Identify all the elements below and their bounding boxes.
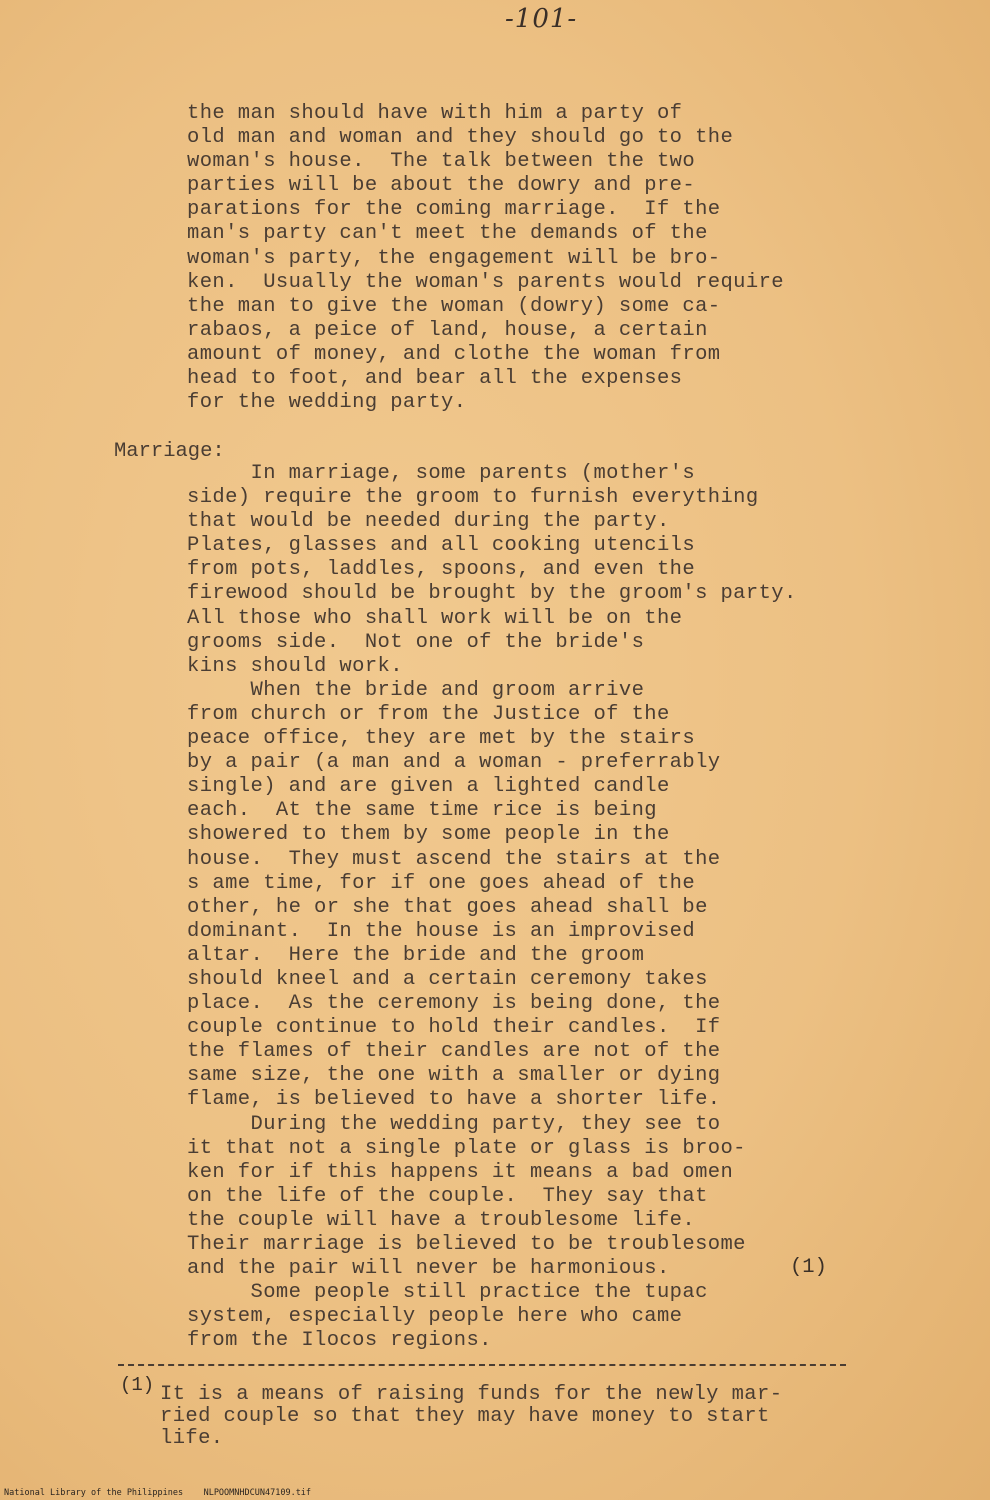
text-line: the flames of their candles are not of the [187,1040,721,1064]
text-line: from the Ilocos regions. [187,1329,492,1353]
engagement-paragraph [187,102,784,415]
footnote-text [160,1384,782,1450]
text-line: During the wedding party, they see to [187,1112,721,1136]
text-line: woman's party, the engagement will be bro- [187,246,721,270]
text-line: ken. Usually the woman's parents would require [187,270,784,294]
text-line: house. They must ascend the stairs at the [187,847,721,871]
footnote-label: (1) [120,1374,155,1396]
text-line: kins should work. [187,654,403,678]
text-line: man's party can't meet the demands of the [187,222,708,246]
text-line: by a pair (a man and a woman - preferrably [187,751,721,775]
text-line: the couple will have a troublesome life. [187,1208,696,1232]
text-line: it that not a single plate or glass is broo- [187,1136,746,1160]
footnote-line: life. [160,1427,224,1450]
text-line: for the wedding party. [187,391,467,415]
text-line: system, especially people here who came [187,1305,683,1329]
text-line: parties will be about the dowry and pre- [187,174,696,198]
text-line: place. As the ceremony is being done, the [187,992,721,1016]
text-line: from church or from the Justice of the [187,702,670,726]
text-line: same size, the one with a smaller or dying [187,1064,721,1088]
text-line: should kneel and a certain ceremony takes [187,967,708,991]
text-line: Plates, glasses and all cooking utencils [187,534,696,558]
marriage-paragraphs [187,462,797,1353]
text-line: and the pair will never be harmonious. [187,1257,670,1281]
text-line: firewood should be brought by the groom's party. [187,582,797,606]
text-line: that would be needed during the party. [187,510,670,534]
footnote-reference-marker: (1) [790,1256,827,1279]
text-line: the man to give the woman (dowry) some ca- [187,294,721,318]
text-line: the man should have with him a party of [187,102,683,125]
section-heading-marriage: Marriage: [114,440,225,463]
text-line: amount of money, and clothe the woman from [187,342,721,366]
text-line: altar. Here the bride and the groom [187,943,645,967]
text-line: from pots, laddles, spoons, and even the [187,558,696,582]
text-line: grooms side. Not one of the bride's [187,630,645,654]
text-line: showered to them by some people in the [187,823,670,847]
footnote-line: It is a means of raising funds for the newly mar- [160,1383,783,1406]
text-line: rabaos, a peice of land, house, a certain [187,318,708,342]
text-line: old man and woman and they should go to the [187,126,734,150]
text-line: In marriage, some parents (mother's [187,462,696,485]
text-line: single) and are given a lighted candle [187,775,670,799]
text-line: other, he or she that goes ahead shall be [187,895,708,919]
text-line: each. At the same time rice is being [187,799,657,823]
text-line: on the life of the couple. They say that [187,1184,708,1208]
text-line: parations for the coming marriage. If the [187,198,721,222]
text-line: peace office, they are met by the stairs [187,727,696,751]
text-line: Some people still practice the tupac [187,1281,708,1305]
text-line: s ame time, for if one goes ahead of the [187,871,696,895]
text-line: ken for if this happens it means a bad omen [187,1160,734,1184]
text-line: couple continue to hold their candles. If [187,1016,721,1040]
text-line: head to foot, and bear all the expenses [187,367,683,391]
footnote-separator-rule [118,1364,846,1366]
text-line: dominant. In the house is an improvised [187,919,696,943]
footnote-line: ried couple so that they may have money to start [160,1405,770,1428]
archive-footer: National Library of the Philippines NLPOOMNHDCUN47109.tif [4,1488,312,1498]
text-line: All those who shall work will be on the [187,606,683,630]
text-line: When the bride and groom arrive [187,678,645,702]
text-line: side) require the groom to furnish everything [187,486,759,510]
text-line: flame, is believed to have a shorter life. [187,1088,721,1112]
page-number: -101- [505,4,578,34]
text-line: Their marriage is believed to be troublesome [187,1233,746,1256]
text-line: woman's house. The talk between the two [187,150,696,174]
